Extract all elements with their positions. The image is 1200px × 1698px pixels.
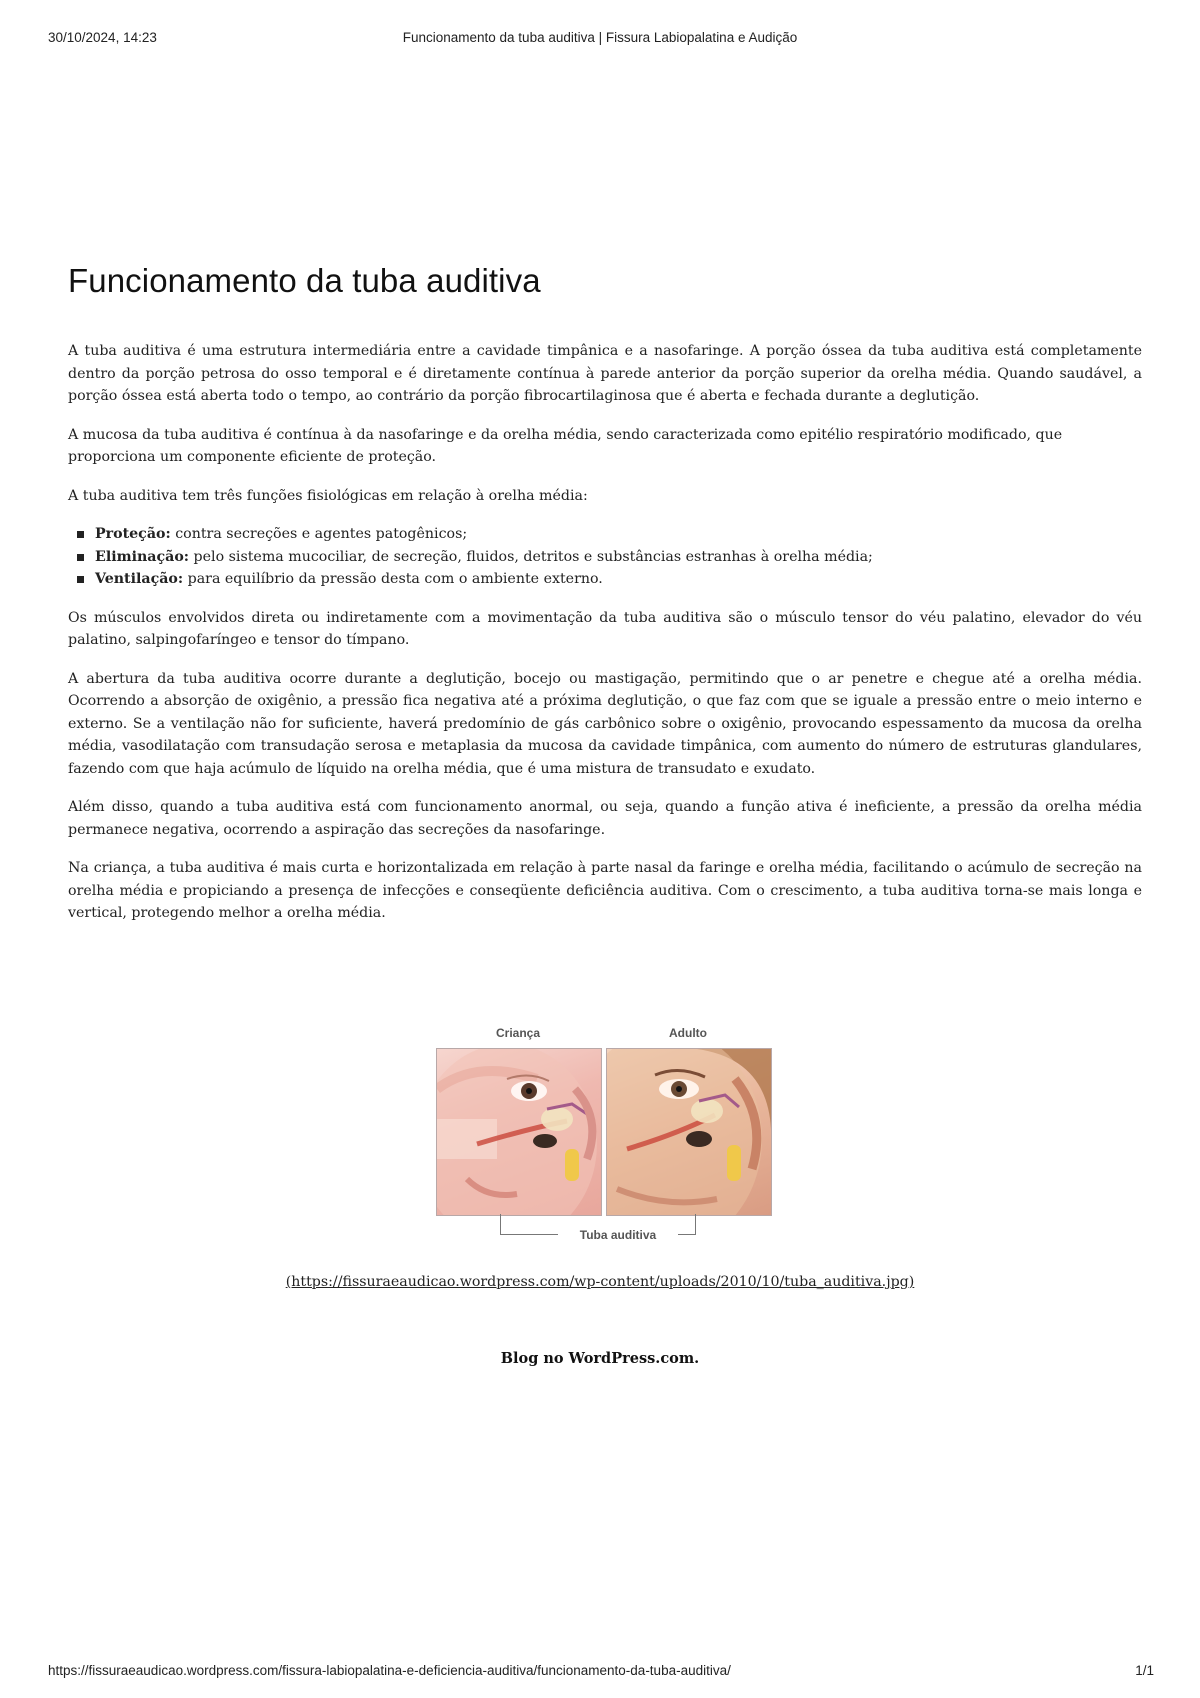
- print-footer: [0, 1663, 1200, 1683]
- function-term: Ventilação:: [95, 571, 184, 587]
- paragraph-abnormal: Além disso, quando a tuba auditiva está com funcionamento anormal, ou seja, quando a função ativa é ineficiente, a pressão da orelha média permanece negativa, ocorrendo a aspiração das secreções da nasofaringe.: [68, 799, 1142, 838]
- print-page-title: Funcionamento da tuba auditiva | Fissura Labiopalatina e Audição: [402, 30, 798, 45]
- blog-credit-link[interactable]: Blog no WordPress.com.: [500, 1350, 700, 1367]
- list-item: [68, 546, 1142, 569]
- bullet-icon: [77, 531, 84, 538]
- page-title: Funcionamento da tuba auditiva: [68, 262, 541, 299]
- list-item: [68, 523, 1142, 546]
- function-term: Proteção:: [95, 526, 171, 542]
- tuba-auditiva-illustration: [436, 1026, 800, 1246]
- function-text: contra secreções e agentes patogênicos;: [170, 526, 468, 542]
- figure-caption: Tuba auditiva: [558, 1228, 678, 1242]
- caption-line-right: [676, 1234, 696, 1235]
- adult-head-image: [606, 1048, 772, 1216]
- paragraph-mucosa: A mucosa da tuba auditiva é contínua à da nasofaringe e da orelha média, sendo caracterizada como epitélio respiratório modificado, que proporciona um componente eficiente de proteção.: [68, 426, 1063, 465]
- caption-line-right-vertical: [695, 1214, 696, 1235]
- functions-list: [68, 523, 1142, 591]
- figure-label-child: Criança: [495, 1026, 541, 1040]
- list-item: [68, 568, 1142, 591]
- child-head-image: [436, 1048, 602, 1216]
- paragraph-child: Na criança, a tuba auditiva é mais curta e horizontalizada em relação à parte nasal da faringe e orelha média, facilitando o acúmulo de secreção na orelha média e propiciando a presença de infecções e conseqüente deficiência auditiva. Com o crescimento, a tuba auditiva torna-se mais longa e vertical, protegendo melhor a orelha média.: [68, 860, 1142, 921]
- paragraph-muscles: Os músculos envolvidos direta ou indiretamente com a movimentação da tuba auditiva são o músculo tensor do véu palatino, elevador do véu palatino, salpingofaríngeo e tensor do tímpano.: [68, 609, 1142, 648]
- caption-line-left: [500, 1234, 560, 1235]
- bullet-icon: [77, 554, 84, 561]
- print-datetime: 30/10/2024, 14:23: [48, 30, 157, 45]
- paragraph-opening: A abertura da tuba auditiva ocorre durante a deglutição, bocejo ou mastigação, permitindo que o ar penetre e chegue até a orelha média. Ocorrendo a absorção de oxigênio, a pressão fica negativa até a próxima deglutição, o que faz com que se iguale a pressão entre o meio interno e externo. Se a ventilação não for suficiente, haverá predomínio de gás carbônico sobre o oxigênio, provocando espessamento da mucosa da orelha média, vasodilatação com transudação serosa e metaplasia da mucosa da cavidade timpânica, com aumento do número de estruturas glandulares, fazendo com que haja acúmulo de líquido na orelha média, que é uma mistura de transudato e exudato.: [68, 670, 1142, 777]
- print-url: https://fissuraeaudicao.wordpress.com/fissura-labiopalatina-e-deficiencia-auditiva/funcionamento-da-tuba-auditiva/: [48, 1663, 731, 1678]
- paragraph-intro: A tuba auditiva é uma estrutura intermediária entre a cavidade timpânica e a nasofaringe. A porção óssea da tuba auditiva está completamente dentro da porção petrosa do osso temporal e é diretamente contínua à parede anterior da porção superior da orelha média. Quando saudável, a porção óssea está aberta todo o tempo, ao contrário da porção fibrocartilaginosa que é aberta e fechada durante a deglutição.: [68, 343, 1142, 404]
- caption-line-left-vertical: [500, 1214, 501, 1235]
- print-page-number: 1/1: [1135, 1663, 1154, 1678]
- function-text: para equilíbrio da pressão desta com o ambiente externo.: [183, 571, 603, 587]
- function-term: Eliminação:: [95, 548, 190, 565]
- image-source-link[interactable]: (https://fissuraeaudicao.wordpress.com/wp-content/uploads/2010/10/tuba_auditiva.jpg): [285, 1274, 915, 1290]
- article: [68, 262, 1142, 941]
- figure-label-adult: Adulto: [669, 1026, 707, 1040]
- print-header: [0, 30, 1200, 50]
- bullet-icon: [77, 576, 84, 583]
- function-text: pelo sistema mucociliar, de secreção, fluidos, detritos e substâncias estranhas à orelha média;: [189, 548, 873, 565]
- paragraph-functions-intro: A tuba auditiva tem três funções fisiológicas em relação à orelha média:: [68, 487, 588, 504]
